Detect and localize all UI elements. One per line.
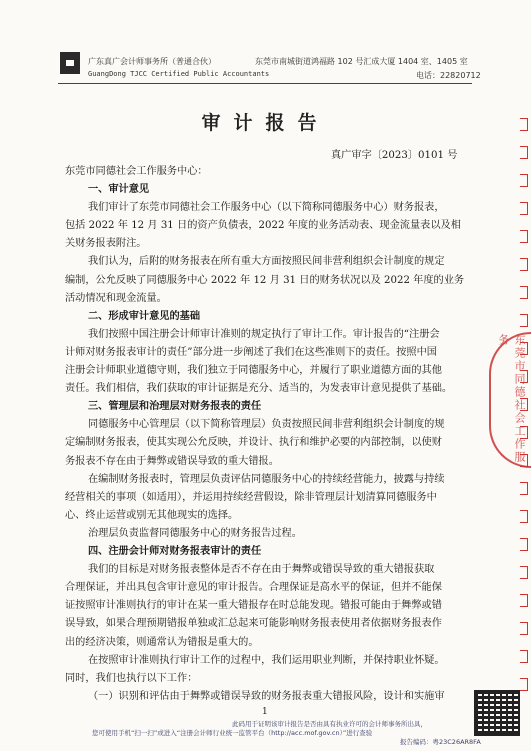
binding-edge-mark	[520, 426, 528, 439]
firm-logo	[60, 52, 80, 74]
page-number: 1	[262, 707, 268, 717]
body-text-line: 证按照审计准则执行的审计在某一重大错报存在时总能发现。错报可能由于舞弊或错	[65, 600, 442, 612]
binding-edge-mark	[520, 202, 528, 215]
firm-phone: 电话：22820712	[416, 71, 481, 80]
binding-edge-mark	[520, 678, 528, 691]
body-text-line: 合理保证，并出具包含审计意见的审计报告。合理保证是高水平的保证，但并不能保	[65, 582, 442, 594]
body-text-line: 心、终止运营或别无其他现实的选择。	[65, 509, 239, 521]
binding-edge-mark	[520, 454, 528, 467]
binding-edge-mark	[520, 510, 528, 523]
body-text-line: 注册会计师职业道德守则，我们独立于同德服务中心，并履行了职业道德方面的其他	[65, 365, 442, 376]
verification-qr-code[interactable]	[474, 690, 520, 736]
addressee: 东莞市同德社会工作服务中心：	[65, 166, 208, 177]
section-heading: 一、审计意见	[88, 183, 150, 195]
binding-edge-mark	[520, 482, 528, 495]
page-title: 审计报告	[201, 112, 330, 134]
body-text-line: 务报表不存在由于舞弊或错误导致的重大错报。	[65, 455, 279, 467]
binding-edge-mark	[520, 258, 528, 271]
body-text-line: 我们的目标是对财务报表整体是否不存在由于舞弊或错误导致的重大错报获取	[88, 564, 435, 576]
binding-edge-mark	[520, 622, 528, 635]
body-text-line: 关财务报表附注。	[65, 238, 147, 250]
binding-edge-mark	[520, 538, 528, 551]
body-text-line: 我们审计了东莞市同德社会工作服务中心（以下简称同德服务中心）财务报表，	[88, 202, 445, 214]
footer-verify-line1: 此码用于证明该审计报告是否由具有执业许可的会计师事务所出具，	[232, 720, 427, 728]
footer-report-code: 报告编码：粤23C26AR8FA	[400, 738, 481, 746]
section-heading: 四、注册会计师对财务报表审计的责任	[88, 545, 262, 557]
body-text-line: 在编制财务报表时，管理层负责评估同德服务中心的持续经营能力，披露与持续	[88, 473, 445, 485]
body-text-line: 我们认为，后附的财务报表在所有重大方面按照民间非营利组织会计制度的规定	[88, 256, 445, 268]
section-heading: 二、形成审计意见的基础	[88, 309, 201, 322]
body-text-line: 计师对财务报表审计的责任”部分进一步阐述了我们在这些准则下的责任。按照中国	[65, 346, 437, 358]
section-heading: 三、管理层和治理层对财务报表的责任	[88, 400, 262, 413]
binding-edge-mark	[520, 594, 528, 607]
body-text-line: （一）识别和评估由于舞弊或错误导致的财务报表重大错报风险，设计和实施审	[88, 690, 445, 702]
body-text-line: 同德服务中心管理层（以下简称管理层）负责按照民间非营利组织会计制度的规	[88, 419, 445, 431]
binding-edge-mark	[520, 230, 528, 243]
binding-edge-mark	[520, 650, 528, 663]
binding-edge-mark	[520, 398, 528, 411]
binding-edge-mark	[520, 286, 528, 299]
binding-edge-mark	[520, 174, 528, 187]
body-text-line: 治理层负责监督同德服务中心的财务报告过程。	[88, 527, 302, 539]
binding-edge-mark	[520, 370, 528, 383]
body-text-line: 活动情况和现金流量。	[65, 292, 167, 304]
body-text-line: 定编制财务报表，使其实现公允反映，并设计、执行和维护必要的内部控制，以使财	[65, 437, 442, 449]
binding-edge-mark	[520, 342, 528, 355]
firm-address: 东莞市南城街道鸿福路 102 号汇成大厦 1404 室、1405 室	[255, 57, 468, 66]
body-text-line: 我们按照中国注册会计师审计准则的规定执行了审计工作。审计报告的“注册会	[88, 328, 440, 340]
body-text-line: 包括 2022 年 12 月 31 日的资产负债表，2022 年度的业务活动表、现金流量表以及相	[65, 220, 461, 232]
binding-edge-mark	[520, 566, 528, 579]
body-text-line: 同时，我们也执行以下工作：	[65, 672, 198, 684]
firm-name-en: GuangDong TJCC Certified Public Accountants	[88, 70, 270, 78]
body-text-line: 出的经济决策，则通常认为错报是重大的。	[65, 636, 259, 648]
binding-edge-mark	[520, 146, 528, 159]
body-text-line: 误导致，如果合理预期错报单独或汇总起来可能影响财务报表使用者依据财务报表作	[65, 618, 442, 630]
body-text-line: 在按照审计准则执行审计工作的过程中，我们运用职业判断，并保持职业怀疑。	[88, 654, 445, 666]
report-number: 真广审字〔2023〕0101 号	[331, 150, 458, 161]
body-text-line: 经营相关的事项（如适用），并运用持续经营假设，除非管理层计划清算同德服务中	[65, 491, 437, 503]
firm-name-cn: 广东真广会计师事务所（普通合伙）	[88, 57, 216, 66]
binding-edge-mark	[520, 118, 528, 131]
body-text-line: 编制，公允反映了同德服务中心 2022 年 12 月 31 日的财务状况以及 2022 年度的业务	[65, 274, 465, 286]
binding-edge-mark	[520, 314, 528, 327]
seal-text: 东莞市同德社会工作服务	[497, 334, 526, 464]
footer-verify-line2: 您可使用手机“扫一扫”或进入“注册会计师行业统一监管平台（http://acc.mof.gov.cn）”进行查验	[92, 729, 373, 737]
header-divider	[58, 83, 472, 84]
body-text-line: 责任。我们相信，我们获取的审计证据是充分、适当的，为发表审计意见提供了基础。	[65, 383, 453, 395]
